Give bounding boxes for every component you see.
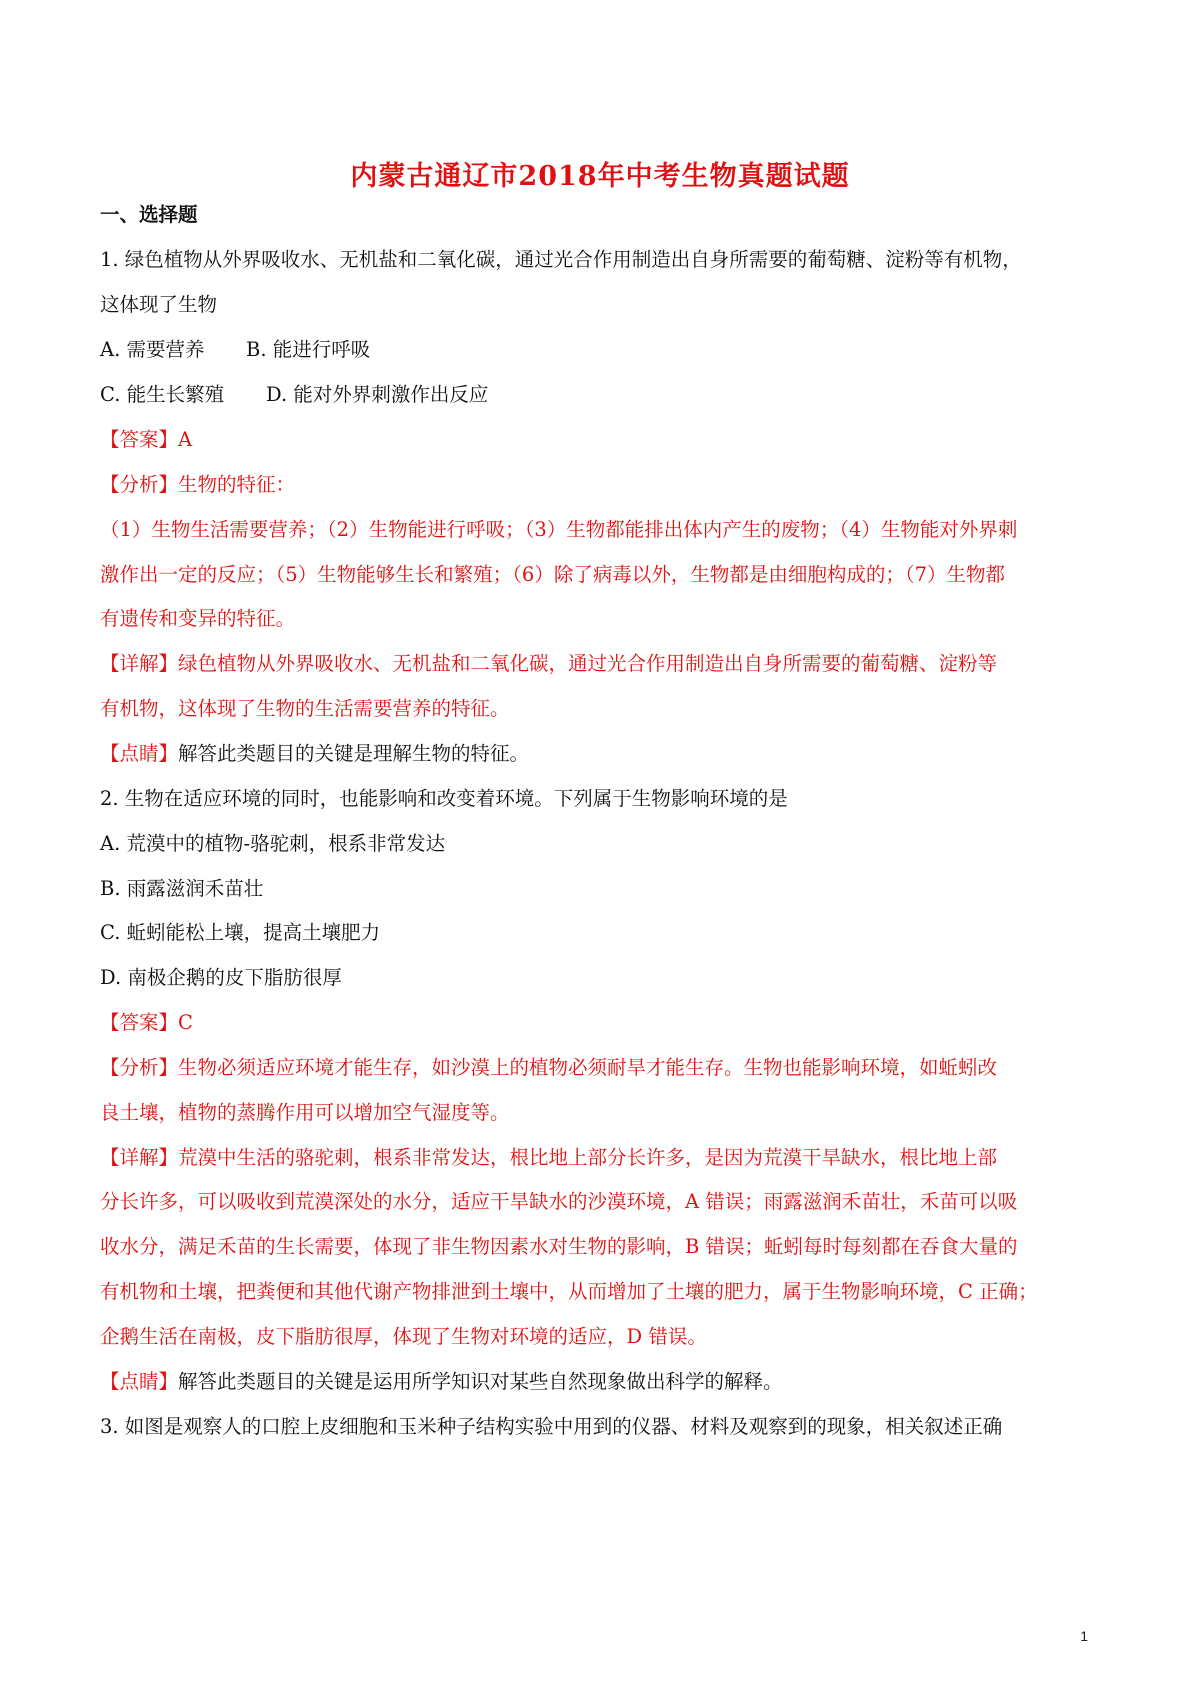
q2-detail-line1 [100,1145,1110,1171]
detail-tag: 【详解】 [100,1146,179,1169]
q2-point [100,1369,1110,1395]
q1-option-b: B. 能进行呼吸 [246,338,371,361]
document-title: 内蒙古通辽市2018年中考生物真题试题 [350,161,850,192]
q1-stem-line1: 1. 绿色植物从外界吸收水、无机盐和二氧化碳，通过光合作用制造出自身所需要的葡萄糖、淀粉等有机物， [100,248,1022,271]
analysis-tag: 【分析】 [100,473,179,496]
analysis-text: 生物的特征： [178,473,296,496]
analysis-tag: 【分析】 [100,1056,179,1079]
q2-option-c: C. 蚯蚓能松上壤，提高土壤肥力 [100,921,381,944]
q1-analysis-line3: 有遗传和变异的特征。 [100,607,296,630]
q2-analysis-line2: 良土壤，植物的蒸腾作用可以增加空气湿度等。 [100,1101,510,1124]
q1-detail-line2: 有机物，这体现了生物的生活需要营养的特征。 [100,697,510,720]
answer-value: C [178,1011,193,1034]
q1-options-row2 [100,382,1110,408]
q2-detail-line5: 企鹅生活在南极，皮下脂肪很厚，体现了生物对环境的适应，D 错误。 [100,1325,707,1348]
q1-option-a: A. 需要营养 [100,338,205,361]
point-text: 解答此类题目的关键是运用所学知识对某些自然现象做出科学的解释。 [178,1370,783,1393]
q2-stem: 2. 生物在适应环境的同时，也能影响和改变着环境。下列属于生物影响环境的是 [100,787,788,810]
q1-option-c: C. 能生长繁殖 [100,383,225,406]
answer-tag: 【答案】 [100,428,179,451]
section-heading: 一、选择题 [100,203,198,226]
q1-options-row1 [100,337,1110,363]
q1-detail-line1 [100,651,1110,677]
q2-option-d: D. 南极企鹅的皮下脂肪很厚 [100,966,342,989]
q1-stem-line2: 这体现了生物 [100,293,218,316]
answer-value: A [178,428,193,451]
page-number: 1 [1080,1628,1088,1644]
q1-option-d: D. 能对外界刺激作出反应 [266,383,489,406]
detail-tag: 【详解】 [100,652,179,675]
q3-stem-line1: 3. 如图是观察人的口腔上皮细胞和玉米种子结构实验中用到的仪器、材料及观察到的现象，相关叙述正确 [100,1415,1003,1438]
q1-analysis-line1: （1）生物生活需要营养；（2）生物能进行呼吸；（3）生物都能排出体内产生的废物；（4）生物能对外界刺 [100,518,1018,541]
q1-point [100,741,1110,767]
q2-option-a: A. 荒漠中的植物-骆驼刺，根系非常发达 [100,832,446,855]
detail-text: 荒漠中生活的骆驼刺，根系非常发达，根比地上部分长许多，是因为荒漠干旱缺水，根比地上部 [178,1146,998,1169]
q2-detail-line2: 分长许多，可以吸收到荒漠深处的水分，适应干旱缺水的沙漠环境，A 错误；雨露滋润禾苗壮，禾苗可以吸 [100,1190,1018,1213]
q2-option-b: B. 雨露滋润禾苗壮 [100,877,264,900]
answer-tag: 【答案】 [100,1011,179,1034]
point-text: 解答此类题目的关键是理解生物的特征。 [178,742,530,765]
q1-answer [100,427,1110,453]
point-tag: 【点睛】 [100,1370,179,1393]
q2-detail-line4: 有机物和土壤，把粪便和其他代谢产物排泄到土壤中，从而增加了土壤的肥力，属于生物影响环境，C 正确； [100,1280,1038,1303]
detail-text: 绿色植物从外界吸收水、无机盐和二氧化碳，通过光合作用制造出自身所需要的葡萄糖、淀粉等 [178,652,998,675]
q1-analysis [100,472,1110,498]
q1-analysis-line2: 激作出一定的反应；（5）生物能够生长和繁殖；（6）除了病毒以外，生物都是由细胞构成的；（7）生物都 [100,563,1005,586]
analysis-text: 生物必须适应环境才能生存，如沙漠上的植物必须耐旱才能生存。生物也能影响环境，如蚯蚓改 [178,1056,998,1079]
q2-analysis-line1 [100,1055,1110,1081]
q2-answer [100,1010,1110,1036]
point-tag: 【点睛】 [100,742,179,765]
q2-detail-line3: 收水分，满足禾苗的生长需要，体现了非生物因素水对生物的影响，B 错误；蚯蚓每时每刻都在吞食大量的 [100,1235,1018,1258]
